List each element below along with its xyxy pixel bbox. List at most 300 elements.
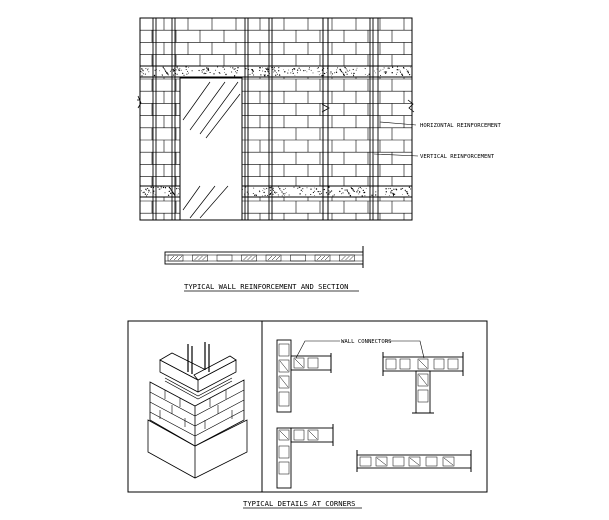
- wall-section-plan: [165, 246, 363, 268]
- grout-hatch: [268, 256, 272, 260]
- grout-hatch: [325, 256, 329, 260]
- stipple-dot: [293, 68, 294, 69]
- stipple-dot: [252, 73, 253, 74]
- stipple-dot: [388, 68, 389, 69]
- stipple-dot: [332, 73, 333, 74]
- stipple-dot: [392, 72, 393, 73]
- stipple-dot: [162, 75, 163, 76]
- stipple-dot: [402, 188, 403, 189]
- stipple-dot: [252, 70, 253, 71]
- stipple-dot: [262, 196, 263, 197]
- stipple-dot: [410, 67, 411, 68]
- stipple-dot: [253, 193, 254, 194]
- stipple-dot: [271, 187, 272, 188]
- stipple-dot: [143, 73, 144, 74]
- stipple-dot: [161, 186, 162, 187]
- stipple-dot: [289, 194, 290, 195]
- stipple-dot: [324, 73, 325, 74]
- straight-wall-plan: [357, 450, 471, 472]
- stipple-dot: [176, 188, 177, 189]
- stipple-dot: [277, 74, 278, 75]
- stipple-dot: [358, 193, 359, 194]
- stipple-dot: [341, 188, 342, 189]
- stipple-dot: [314, 195, 315, 196]
- stipple-dot: [303, 70, 304, 71]
- window-opening: [180, 78, 242, 220]
- stipple-dot: [380, 75, 381, 76]
- isometric-corner-view: [148, 342, 247, 478]
- stipple-dot: [314, 188, 315, 189]
- stipple-dot: [166, 73, 167, 74]
- stipple-dot: [210, 72, 211, 73]
- stipple-dot: [339, 191, 340, 192]
- stipple-dot: [320, 191, 321, 192]
- stipple-dot: [151, 187, 152, 188]
- grout-hatch: [276, 256, 280, 260]
- stipple-dot: [311, 70, 312, 71]
- stipple-dot: [177, 74, 178, 75]
- stipple-dot: [407, 193, 408, 194]
- stipple-dot: [270, 194, 271, 195]
- stipple-dot: [331, 190, 332, 191]
- break-line-right: [408, 100, 414, 112]
- stipple-dot: [400, 188, 401, 189]
- stipple-dot: [192, 70, 193, 71]
- stipple-dot: [165, 187, 166, 188]
- stipple-dot: [276, 72, 277, 73]
- stipple-dot: [346, 68, 347, 69]
- stipple-dot: [145, 194, 146, 195]
- stipple-dot: [157, 187, 158, 188]
- stipple-dot: [169, 191, 170, 192]
- stipple-dot: [398, 69, 399, 70]
- stipple-dot: [360, 187, 361, 188]
- stipple-dot: [173, 69, 174, 70]
- grout-hatch: [342, 256, 346, 260]
- stipple-dot: [236, 72, 237, 73]
- stipple-dot: [397, 72, 398, 73]
- stipple-dot: [270, 187, 271, 188]
- stipple-dot: [330, 74, 331, 75]
- stipple-dot: [397, 69, 398, 70]
- stipple-dot: [356, 70, 357, 71]
- stipple-dot: [284, 71, 285, 72]
- stipple-dot: [348, 192, 349, 193]
- stipple-dot: [356, 191, 357, 192]
- stipple-dot: [188, 67, 189, 68]
- stipple-dot: [385, 194, 386, 195]
- stipple-dot: [161, 188, 162, 189]
- stipple-dot: [230, 67, 231, 68]
- grout-hatch: [195, 256, 199, 260]
- stipple-dot: [319, 71, 320, 72]
- stipple-dot: [409, 74, 410, 75]
- grout-hatch: [178, 256, 182, 260]
- stipple-dot: [345, 67, 346, 68]
- stipple-dot: [347, 70, 348, 71]
- wall-elevation: [137, 18, 418, 220]
- stipple-dot: [367, 75, 368, 76]
- stipple-dot: [273, 69, 274, 70]
- stipple-dot: [357, 68, 358, 69]
- stipple-dot: [267, 69, 268, 70]
- stipple-dot: [299, 187, 300, 188]
- stipple-dot: [253, 74, 254, 75]
- stipple-dot: [351, 187, 352, 188]
- stipple-dot: [219, 72, 220, 73]
- stipple-dot: [148, 68, 149, 69]
- stipple-dot: [202, 69, 203, 70]
- stipple-dot: [314, 191, 315, 192]
- stipple-dot: [363, 190, 364, 191]
- stipple-dot: [290, 72, 291, 73]
- grout-hatch: [317, 256, 321, 260]
- stipple-dot: [318, 67, 319, 68]
- stipple-dot: [273, 72, 274, 73]
- stipple-dot: [406, 191, 407, 192]
- stipple-dot: [143, 192, 144, 193]
- stipple-dot: [148, 71, 149, 72]
- stipple-dot: [330, 71, 331, 72]
- stipple-dot: [343, 75, 344, 76]
- stipple-dot: [347, 189, 348, 190]
- stipple-dot: [292, 69, 293, 70]
- stipple-dot: [141, 190, 142, 191]
- grout-hatch: [272, 256, 276, 260]
- stipple-dot: [231, 71, 232, 72]
- stipple-dot: [384, 71, 385, 72]
- stipple-dot: [406, 191, 407, 192]
- stipple-dot: [334, 72, 335, 73]
- stipple-dot: [178, 193, 179, 194]
- stipple-dot: [273, 188, 274, 189]
- corner-plan-t: [383, 352, 463, 413]
- stipple-dot: [329, 192, 330, 193]
- stipple-dot: [267, 67, 268, 68]
- stipple-dot: [408, 195, 409, 196]
- stipple-dot: [147, 188, 148, 189]
- stipple-dot: [275, 75, 276, 76]
- stipple-dot: [283, 193, 284, 194]
- stipple-dot: [232, 67, 233, 68]
- stipple-dot: [350, 195, 351, 196]
- stipple-dot: [256, 195, 257, 196]
- stipple-dot: [379, 71, 380, 72]
- stipple-dot: [353, 189, 354, 190]
- stipple-dot: [259, 191, 260, 192]
- title-wall-reinforcement: TYPICAL WALL REINFORCEMENT AND SECTION: [184, 282, 349, 291]
- stipple-dot: [321, 75, 322, 76]
- stipple-dot: [178, 68, 179, 69]
- stipple-dot: [319, 74, 320, 75]
- stipple-dot: [351, 188, 352, 189]
- section-cell: [217, 255, 232, 261]
- stipple-dot: [203, 73, 204, 74]
- stipple-dot: [307, 187, 308, 188]
- stipple-dot: [142, 72, 143, 73]
- stipple-dot: [334, 194, 335, 195]
- stipple-dot: [386, 191, 387, 192]
- stipple-dot: [396, 74, 397, 75]
- stipple-dot: [259, 70, 260, 71]
- stipple-dot: [375, 73, 376, 74]
- stipple-dot: [250, 74, 251, 75]
- stipple-dot: [362, 195, 363, 196]
- stipple-dot: [146, 190, 147, 191]
- grout-hatch: [174, 256, 178, 260]
- stipple-dot: [168, 74, 169, 75]
- stipple-dot: [234, 68, 235, 69]
- stipple-dot: [205, 73, 206, 74]
- stipple-dot: [297, 69, 298, 70]
- stipple-dot: [323, 68, 324, 69]
- stipple-dot: [278, 70, 279, 71]
- stipple-dot: [283, 189, 284, 190]
- stipple-dot: [286, 192, 287, 193]
- stipple-dot: [302, 191, 303, 192]
- stipple-dot: [237, 67, 238, 68]
- section-cells: [168, 255, 355, 261]
- stipple-dot: [299, 68, 300, 69]
- stipple-dot: [266, 188, 267, 189]
- stipple-dot: [342, 192, 343, 193]
- stipple-dot: [176, 66, 177, 67]
- stipple-dot: [321, 193, 322, 194]
- stipple-dot: [280, 190, 281, 191]
- label-vertical-reinforcement: VERTICAL REINFORCEMENT: [420, 154, 495, 160]
- stipple-dot: [224, 69, 225, 70]
- stipple-dot: [326, 192, 327, 193]
- stipple-dot: [383, 69, 384, 70]
- stipple-dot: [235, 68, 236, 69]
- stipple-dot: [206, 70, 207, 71]
- stipple-dot: [402, 75, 403, 76]
- stipple-dot: [340, 69, 341, 70]
- stipple-dot: [208, 69, 209, 70]
- stipple-dot: [408, 73, 409, 74]
- stipple-dot: [326, 72, 327, 73]
- stipple-dot: [253, 188, 254, 189]
- stipple-dot: [319, 193, 320, 194]
- stipple-dot: [164, 69, 165, 70]
- stipple-dot: [294, 69, 295, 70]
- grout-hatch: [350, 256, 354, 260]
- stipple-dot: [396, 189, 397, 190]
- stipple-dot: [265, 74, 266, 75]
- stipple-dot: [388, 188, 389, 189]
- stipple-dot: [206, 68, 207, 69]
- stipple-dot: [264, 189, 265, 190]
- stipple-dot: [273, 194, 274, 195]
- stipple-dot: [188, 73, 189, 74]
- stipple-dot: [353, 76, 354, 77]
- stipple-dot: [404, 68, 405, 69]
- stipple-dot: [336, 72, 337, 73]
- stipple-dot: [400, 71, 401, 72]
- stipple-dot: [309, 69, 310, 70]
- stipple-dot: [140, 71, 141, 72]
- stipple-dot: [318, 191, 319, 192]
- stipple-dot: [150, 192, 151, 193]
- stipple-dot: [406, 69, 407, 70]
- stipple-dot: [345, 72, 346, 73]
- grout-hatch: [244, 256, 248, 260]
- stipple-dot: [201, 70, 202, 71]
- stipple-dot: [320, 73, 321, 74]
- stipple-dot: [234, 75, 235, 76]
- stipple-dot: [205, 73, 206, 74]
- stipple-dot: [264, 75, 265, 76]
- stipple-dot: [323, 75, 324, 76]
- stipple-dot: [159, 70, 160, 71]
- leader-horizontal-reinforcement: [380, 122, 416, 125]
- stipple-dot: [176, 69, 177, 70]
- stipple-dot: [354, 191, 355, 192]
- stipple-dot: [145, 74, 146, 75]
- stipple-dot: [342, 72, 343, 73]
- stipple-dot: [245, 68, 246, 69]
- stipple-dot: [263, 188, 264, 189]
- stipple-dot: [267, 75, 268, 76]
- section-cell: [291, 255, 306, 261]
- stipple-dot: [265, 195, 266, 196]
- grout-hatch: [248, 256, 252, 260]
- stipple-dot: [353, 69, 354, 70]
- stipple-dot: [146, 195, 147, 196]
- corner-plan-l-lower: [277, 424, 333, 488]
- stipple-dot: [351, 73, 352, 74]
- stipple-dot: [179, 68, 180, 69]
- stipple-dot: [329, 190, 330, 191]
- stipple-dot: [310, 188, 311, 189]
- stipple-dot: [284, 193, 285, 194]
- stipple-dot: [348, 71, 349, 72]
- stipple-dot: [170, 71, 171, 72]
- stipple-dot: [347, 74, 348, 75]
- stipple-dot: [245, 187, 246, 188]
- stipple-dot: [154, 75, 155, 76]
- grout-hatch: [203, 256, 207, 260]
- stipple-dot: [235, 71, 236, 72]
- stipple-dot: [259, 67, 260, 68]
- stipple-dot: [170, 193, 171, 194]
- stipple-dot: [237, 70, 238, 71]
- stipple-dot: [307, 72, 308, 73]
- stipple-dot: [341, 71, 342, 72]
- stipple-dot: [364, 195, 365, 196]
- stipple-dot: [141, 75, 142, 76]
- stipple-dot: [294, 187, 295, 188]
- stipple-dot: [299, 193, 300, 194]
- stipple-dot: [183, 75, 184, 76]
- stipple-dot: [358, 188, 359, 189]
- stipple-dot: [341, 193, 342, 194]
- stipple-dot: [359, 191, 360, 192]
- stipple-dot: [285, 188, 286, 189]
- stipple-dot: [279, 188, 280, 189]
- stipple-dot: [287, 73, 288, 74]
- stipple-dot: [143, 70, 144, 71]
- stipple-dot: [363, 192, 364, 193]
- stipple-dot: [297, 72, 298, 73]
- stipple-dot: [282, 192, 283, 193]
- stipple-dot: [313, 192, 314, 193]
- stipple-dot: [272, 67, 273, 68]
- stipple-dot: [313, 72, 314, 73]
- stipple-dot: [165, 70, 166, 71]
- stipple-dot: [332, 195, 333, 196]
- stipple-dot: [397, 67, 398, 68]
- stipple-dot: [278, 67, 279, 68]
- leader-vertical-reinforcement: [374, 154, 418, 156]
- stipple-dot: [147, 69, 148, 70]
- stipple-dot: [390, 188, 391, 189]
- stipple-dot: [262, 67, 263, 68]
- stipple-dot: [213, 73, 214, 74]
- stipple-dot: [147, 194, 148, 195]
- stipple-dot: [279, 74, 280, 75]
- stipple-dot: [295, 75, 296, 76]
- stipple-dot: [284, 195, 285, 196]
- stipple-dot: [336, 70, 337, 71]
- stipple-dot: [208, 68, 209, 69]
- stipple-dot: [390, 191, 391, 192]
- stipple-dot: [328, 193, 329, 194]
- stipple-dot: [177, 195, 178, 196]
- stipple-dot: [385, 73, 386, 74]
- stipple-dot: [357, 190, 358, 191]
- stipple-dot: [168, 195, 169, 196]
- stipple-dot: [365, 74, 366, 75]
- stipple-dot: [199, 70, 200, 71]
- title-corner-details: TYPICAL DETAILS AT CORNERS: [243, 499, 356, 508]
- stipple-dot: [371, 195, 372, 196]
- stipple-dot: [275, 193, 276, 194]
- grout-hatch: [346, 256, 350, 260]
- stipple-dot: [262, 71, 263, 72]
- label-horizontal-reinforcement: HORIZONTAL REINFORCEMENT: [420, 123, 501, 129]
- stipple-dot: [159, 189, 160, 190]
- stipple-dot: [178, 188, 179, 189]
- stipple-dot: [305, 194, 306, 195]
- stipple-dot: [145, 68, 146, 69]
- stipple-dot: [265, 71, 266, 72]
- stipple-dot: [410, 189, 411, 190]
- stipple-dot: [392, 67, 393, 68]
- stipple-dot: [297, 188, 298, 189]
- stipple-dot: [347, 191, 348, 192]
- stipple-dot: [274, 67, 275, 68]
- stipple-dot: [292, 71, 293, 72]
- stipple-dot: [204, 69, 205, 70]
- stipple-dot: [187, 71, 188, 72]
- grout-hatch: [170, 256, 174, 260]
- stipple-dot: [166, 71, 167, 72]
- stipple-dot: [316, 188, 317, 189]
- stipple-dot: [263, 192, 264, 193]
- stipple-dot: [260, 74, 261, 75]
- stipple-dot: [178, 69, 179, 70]
- stipple-dot: [270, 190, 271, 191]
- stipple-dot: [288, 70, 289, 71]
- stipple-dot: [375, 194, 376, 195]
- stipple-dot: [318, 71, 319, 72]
- stipple-dot: [160, 189, 161, 190]
- stipple-dot: [247, 192, 248, 193]
- stipple-dot: [305, 70, 306, 71]
- stipple-dot: [254, 195, 255, 196]
- stipple-dot: [273, 190, 274, 191]
